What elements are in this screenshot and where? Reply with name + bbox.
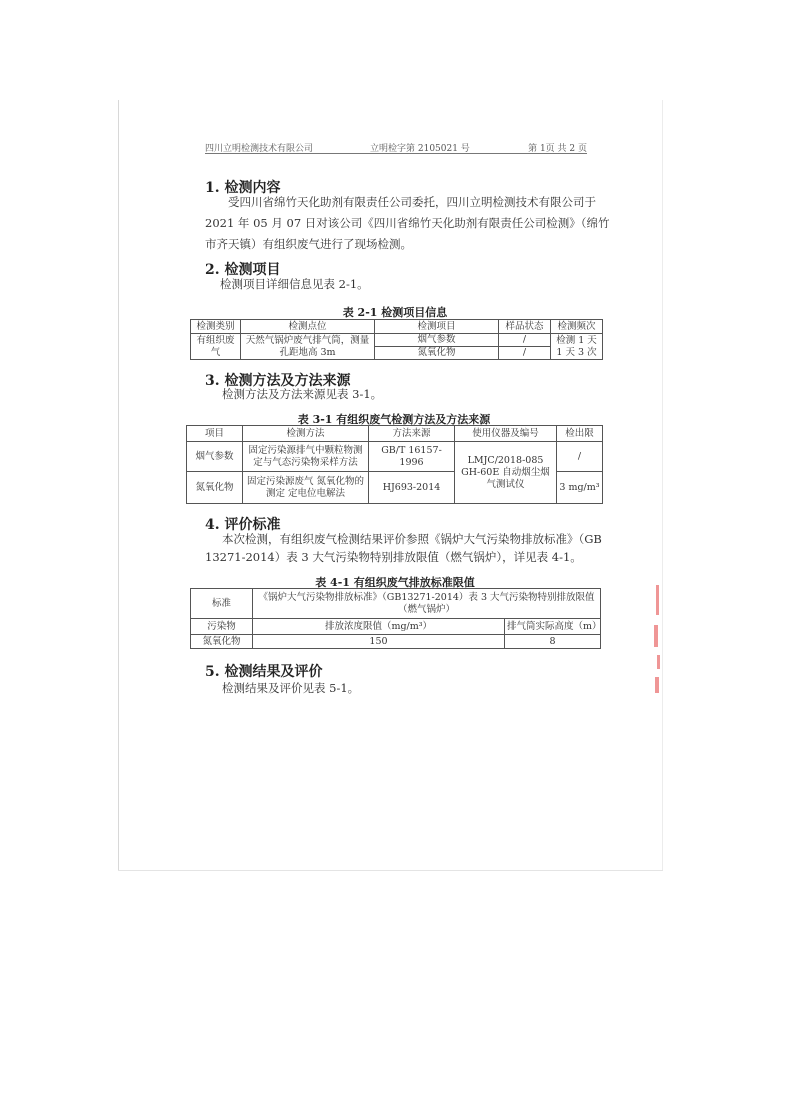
section-5-title: 5. 检测结果及评价 bbox=[205, 664, 323, 680]
table-cell-method: 固定污染源废气 氮氧化物的测定 定电位电解法 bbox=[243, 472, 369, 504]
table-cell-method: 固定污染源排气中颗粒物测定与气态污染物采样方法 bbox=[243, 442, 369, 472]
section-4-paragraph-line2: 13271-2014）表 3 大气污染物特别排放限值（燃气锅炉），详见表 4-1。 bbox=[205, 550, 582, 564]
scan-edge bbox=[118, 100, 119, 870]
section-2-title: 2. 检测项目 bbox=[205, 262, 281, 278]
page-header bbox=[205, 139, 587, 154]
header-page-number: 第 1页 共 2 页 bbox=[528, 144, 587, 154]
scan-edge bbox=[662, 100, 663, 870]
section-1-title: 1. 检测内容 bbox=[205, 180, 281, 196]
table-header-cell: 排放浓度限值（mg/m³） bbox=[253, 619, 505, 635]
section-2-paragraph: 检测项目详细信息见表 2-1。 bbox=[220, 277, 369, 291]
table-4-1-caption: 表 4-1 有组织废气排放标准限值 bbox=[315, 576, 475, 589]
table-cell-state: / bbox=[499, 347, 551, 360]
table-header-cell: 项目 bbox=[187, 426, 243, 442]
table-header-cell: 检测方法 bbox=[243, 426, 369, 442]
section-4-title: 4. 评价标准 bbox=[205, 517, 281, 533]
section-5-paragraph: 检测结果及评价见表 5-1。 bbox=[222, 681, 360, 695]
table-cell-item: 烟气参数 bbox=[375, 334, 499, 347]
table-header-cell: 方法来源 bbox=[369, 426, 455, 442]
table-cell-item: 氮氧化物 bbox=[375, 347, 499, 360]
section-3-title: 3. 检测方法及方法来源 bbox=[205, 373, 351, 389]
section-1-paragraph-line2: 2021 年 05 月 07 日对该公司《四川省绵竹天化助剂有限责任公司检测》（绵竹 bbox=[205, 216, 610, 230]
table-2-1-caption: 表 2-1 检测项目信息 bbox=[342, 306, 448, 319]
table-cell-frequency: 检测 1 天 1 天 3 次 bbox=[551, 334, 603, 360]
table-header-cell: 检测点位 bbox=[241, 320, 375, 334]
table-cell-limit: / bbox=[557, 442, 603, 472]
table-cell-item: 氮氧化物 bbox=[187, 472, 243, 504]
table-4-1 bbox=[190, 588, 601, 649]
scan-edge bbox=[118, 870, 663, 871]
table-cell-height: 8 bbox=[505, 635, 601, 649]
table-3-1-caption: 表 3-1 有组织废气检测方法及方法来源 bbox=[297, 413, 491, 426]
table-header-cell: 样品状态 bbox=[499, 320, 551, 334]
table-cell-standard-label: 标准 bbox=[191, 589, 253, 619]
table-3-1 bbox=[186, 425, 603, 504]
header-report-number: 立明检字第 2105021 号 bbox=[370, 144, 470, 154]
section-3-paragraph: 检测方法及方法来源见表 3-1。 bbox=[222, 387, 383, 401]
section-4-paragraph-line1: 本次检测，有组织废气检测结果评价参照《锅炉大气污染物排放标准》（GB bbox=[222, 532, 602, 546]
table-2-1 bbox=[190, 319, 603, 360]
table-cell-standard-value: 《锅炉大气污染物排放标准》（GB13271-2014）表 3 大气污染物特别排放限值（燃气锅炉） bbox=[253, 589, 601, 619]
section-1-paragraph-line3: 市齐天镇）有组织废气进行了现场检测。 bbox=[205, 237, 412, 251]
header-company: 四川立明检测技术有限公司 bbox=[205, 144, 314, 154]
table-cell-state: / bbox=[499, 334, 551, 347]
table-header-cell: 排气筒实际高度（m） bbox=[505, 619, 601, 635]
table-cell-source: HJ693-2014 bbox=[369, 472, 455, 504]
table-cell-pollutant: 氮氧化物 bbox=[191, 635, 253, 649]
table-cell-limit: 150 bbox=[253, 635, 505, 649]
table-cell-limit: 3 mg/m³ bbox=[557, 472, 603, 504]
section-1-paragraph-line1: 受四川省绵竹天化助剂有限责任公司委托，四川立明检测技术有限公司于 bbox=[228, 195, 596, 209]
table-header-cell: 检测项目 bbox=[375, 320, 499, 334]
table-header-cell: 检测频次 bbox=[551, 320, 603, 334]
seal-stamp-edge bbox=[652, 585, 664, 695]
table-cell-source: GB/T 16157-1996 bbox=[369, 442, 455, 472]
table-cell-category: 有组织废气 bbox=[191, 334, 241, 360]
table-cell-instrument: LMJC/2018-085 GH-60E 自动烟尘烟气测试仪 bbox=[455, 442, 557, 504]
table-header-cell: 污染物 bbox=[191, 619, 253, 635]
table-cell-point: 天然气锅炉废气排气筒，测量孔距地高 3m bbox=[241, 334, 375, 360]
table-header-cell: 使用仪器及编号 bbox=[455, 426, 557, 442]
table-header-cell: 检出限 bbox=[557, 426, 603, 442]
table-header-cell: 检测类别 bbox=[191, 320, 241, 334]
table-cell-item: 烟气参数 bbox=[187, 442, 243, 472]
